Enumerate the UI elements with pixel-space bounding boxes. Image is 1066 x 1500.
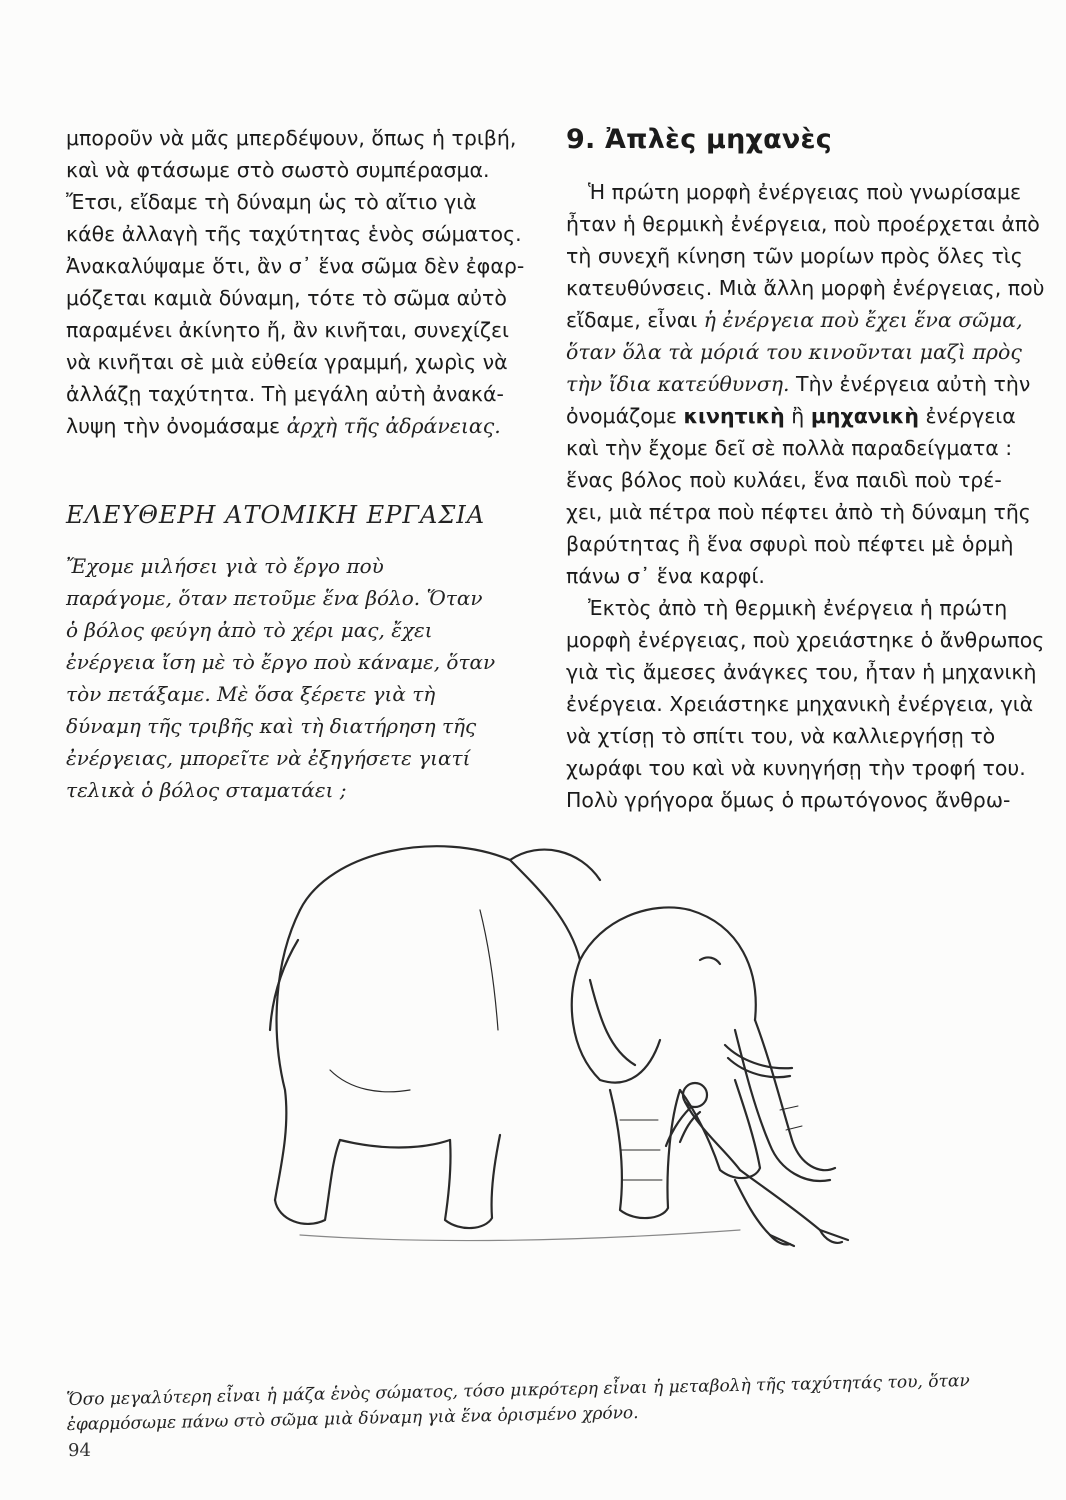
text-line — [566, 368, 1044, 400]
text-line: χωράφι του καὶ νὰ κυνηγήσῃ τὴν τροφή του. — [566, 756, 1026, 780]
text-line: ἐνέργεια. Χρειάστηκε μηχανικὴ ἐνέργεια, γιὰ — [566, 692, 1034, 716]
text-line — [566, 400, 1044, 432]
man-leg — [735, 1180, 790, 1245]
elephant-front-leg — [610, 1090, 680, 1218]
elephant-wrinkle — [780, 1106, 802, 1130]
text-segment: ἢ — [784, 404, 811, 428]
figure-caption — [66, 1367, 1057, 1438]
text-segment: εἴδαμε, εἶναι — [566, 308, 704, 332]
elephant-hind-leg — [445, 1135, 500, 1228]
energy-paragraph — [566, 176, 1044, 592]
text-line: δύναμη τῆς τριβῆς καὶ τὴ διατήρηση τῆς — [66, 714, 477, 738]
intro-paragraph — [66, 122, 536, 442]
text-line: ἀλλάζῃ ταχύτητα. Τὴ μεγάλη αὐτὴ ἀνακά- — [66, 382, 504, 406]
text-line: ἐνέργεια ἴση μὲ τὸ ἔργο ποὺ κάναμε, ὅταν — [66, 650, 496, 674]
text-line: ἕνας βόλος ποὺ κυλάει, ἕνα παιδὶ ποὺ τρέ- — [566, 468, 1002, 492]
text-line: Ἔτσι, εἴδαμε τὴ δύναμη ὡς τὸ αἴτιο γιὰ — [66, 190, 477, 214]
text-line — [66, 410, 536, 442]
text-line: παράγομε, ὅταν πετοῦμε ἕνα βόλο. Ὅταν — [66, 586, 483, 610]
elephant-front-leg — [680, 1080, 760, 1178]
text-line: Πολὺ γρήγορα ὅμως ὁ πρωτόγονος ἄνθρω- — [566, 788, 1011, 812]
text-line: γιὰ τὶς ἄμεσες ἀνάγκες του, ἦταν ἡ μηχανικὴ — [566, 660, 1037, 684]
kinetic-term: κινητικὴ — [683, 404, 785, 428]
definition-text: ὅταν ὅλα τὰ μόριά του κινοῦνται μαζὶ πρὸς — [566, 340, 1022, 364]
text-segment: ὀνομάζομε — [566, 404, 684, 428]
elephant-eye — [700, 957, 720, 964]
elephant-wrinkle — [620, 1120, 662, 1180]
page-number: 94 — [68, 1440, 91, 1461]
text-line: ἐνέργειας, μπορεῖτε νὰ ἐξηγήσετε γιατί — [66, 746, 471, 770]
text-line: κατευθύνσεις. Μιὰ ἄλλη μορφὴ ἐνέργειας, ποὺ — [566, 276, 1045, 300]
text-line: τὴ συνεχῆ κίνηση τῶν μορίων πρὸς ὅλες τὶς — [566, 244, 1023, 268]
definition-text: ἡ ἐνέργεια ποὺ ἔχει ἕνα σῶμα, — [703, 308, 1023, 332]
text-line: παραμένει ἀκίνητο ἤ, ἂν κινῆται, συνεχίζει — [66, 318, 509, 342]
caption-line: Ὅσο μεγαλύτερη εἶναι ἡ μάζα ἑνὸς σώματος, τόσο μικρότερη εἶναι ἡ μεταβολὴ τῆς ταχύτητάς του, ὅταν — [66, 1371, 970, 1410]
text-line: καὶ τὴν ἔχομε δεῖ σὲ πολλὰ παραδείγματα : — [566, 436, 1013, 460]
left-column — [66, 122, 536, 806]
text-line: τὸν πετάξαμε. Μὲ ὅσα ξέρετε γιὰ τὴ — [66, 682, 436, 706]
section-title: 9. Ἀπλὲς μηχανὲς — [566, 124, 832, 155]
elephant-trunk — [755, 1020, 835, 1170]
text-line: βαρύτητας ἢ ἕνα σφυρὶ ποὺ πέφτει μὲ ὁρμὴ — [566, 532, 1014, 556]
elephant-rump — [275, 910, 300, 1200]
right-column — [566, 122, 1044, 816]
exercise-text — [66, 550, 536, 806]
text-line: μόζεται καμιὰ δύναμη, τότε τὸ σῶμα αὐτὸ — [66, 286, 507, 310]
mechanical-term: μηχανικὴ — [810, 404, 919, 428]
text-line: μορφὴ ἐνέργειας, ποὺ χρειάστηκε ὁ ἄνθρωπος — [566, 628, 1045, 652]
elephant-head — [510, 860, 756, 1020]
definition-text: τὴν ἴδια κατεύθυνση. — [566, 372, 790, 396]
text-line: κάθε ἀλλαγὴ τῆς ταχύτητας ἑνὸς σώματος. — [66, 222, 522, 246]
text-line: Ἐκτὸς ἀπὸ τὴ θερμικὴ ἐνέργεια ἡ πρώτη — [588, 596, 1008, 620]
caption-line: ἐφαρμόσωμε πάνω στὸ σῶμα μιὰ δύναμη γιὰ ἕνα ὁρισμένο χρόνο. — [66, 1403, 639, 1435]
text-line: πάνω σ᾽ ἕνα καρφί. — [566, 564, 765, 588]
man-back — [685, 1102, 740, 1170]
text-line: ἦταν ἡ θερμικὴ ἐνέργεια, ποὺ προέρχεται ἀπὸ — [566, 212, 1040, 236]
elephant-ear — [572, 960, 660, 1083]
text-line: Ἔχομε μιλήσει γιὰ τὸ ἔργο ποὺ — [66, 554, 384, 578]
mechanical-energy-paragraph — [566, 592, 1044, 816]
text-line — [566, 304, 1044, 336]
ground-shadow — [300, 1230, 740, 1240]
text-line: χει, μιὰ πέτρα ποὺ πέφτει ἀπὸ τὴ δύναμη τῆς — [566, 500, 1031, 524]
exercise-heading: ΕΛΕΥΘΕΡΗ ΑΤΟΜΙΚΗ ΕΡΓΑΣΙΑ — [66, 501, 486, 529]
text-segment: ἐνέργεια — [918, 404, 1016, 428]
text-line: καὶ νὰ φτάσωμε στὸ σωστὸ συμπέρασμα. — [66, 158, 490, 182]
text-line: νὰ κινῆται σὲ μιὰ εὐθεία γραμμή, χωρὶς νὰ — [66, 350, 508, 374]
elephant-back — [300, 846, 600, 910]
text-line: τελικὰ ὁ βόλος σταματάει ; — [66, 778, 347, 802]
text-line: μποροῦν νὰ μᾶς μπερδέψουν, ὅπως ἡ τριβή, — [66, 126, 517, 150]
elephant-hind-leg — [275, 1140, 340, 1224]
text-line: νὰ χτίσῃ τὸ σπίτι του, νὰ καλλιεργήσῃ τὸ — [566, 724, 996, 748]
text-line: ὁ βόλος φεύγη ἀπὸ τὸ χέρι μας, ἔχει — [66, 618, 433, 642]
text-segment: λυψη τὴν ὀνομάσαμε — [66, 414, 287, 438]
elephant-ear-fold — [590, 980, 635, 1065]
text-line: Ἡ πρώτη μορφὴ ἐνέργειας ποὺ γνωρίσαμε — [588, 180, 1022, 204]
principle-of-inertia-term: ἀρχὴ τῆς ἀδράνειας. — [286, 414, 501, 438]
elephant-belly — [340, 1140, 450, 1148]
text-segment: Τὴν ἐνέργεια αὐτὴ τὴν — [789, 372, 1031, 396]
elephant-wrinkle — [480, 910, 498, 1030]
elephant-wrinkle — [330, 1070, 410, 1092]
text-line: Ἀνακαλύψαμε ὅτι, ἂν σ᾽ ἕνα σῶμα δὲν ἐφαρ- — [66, 254, 525, 278]
elephant-and-man-illustration — [180, 790, 880, 1350]
